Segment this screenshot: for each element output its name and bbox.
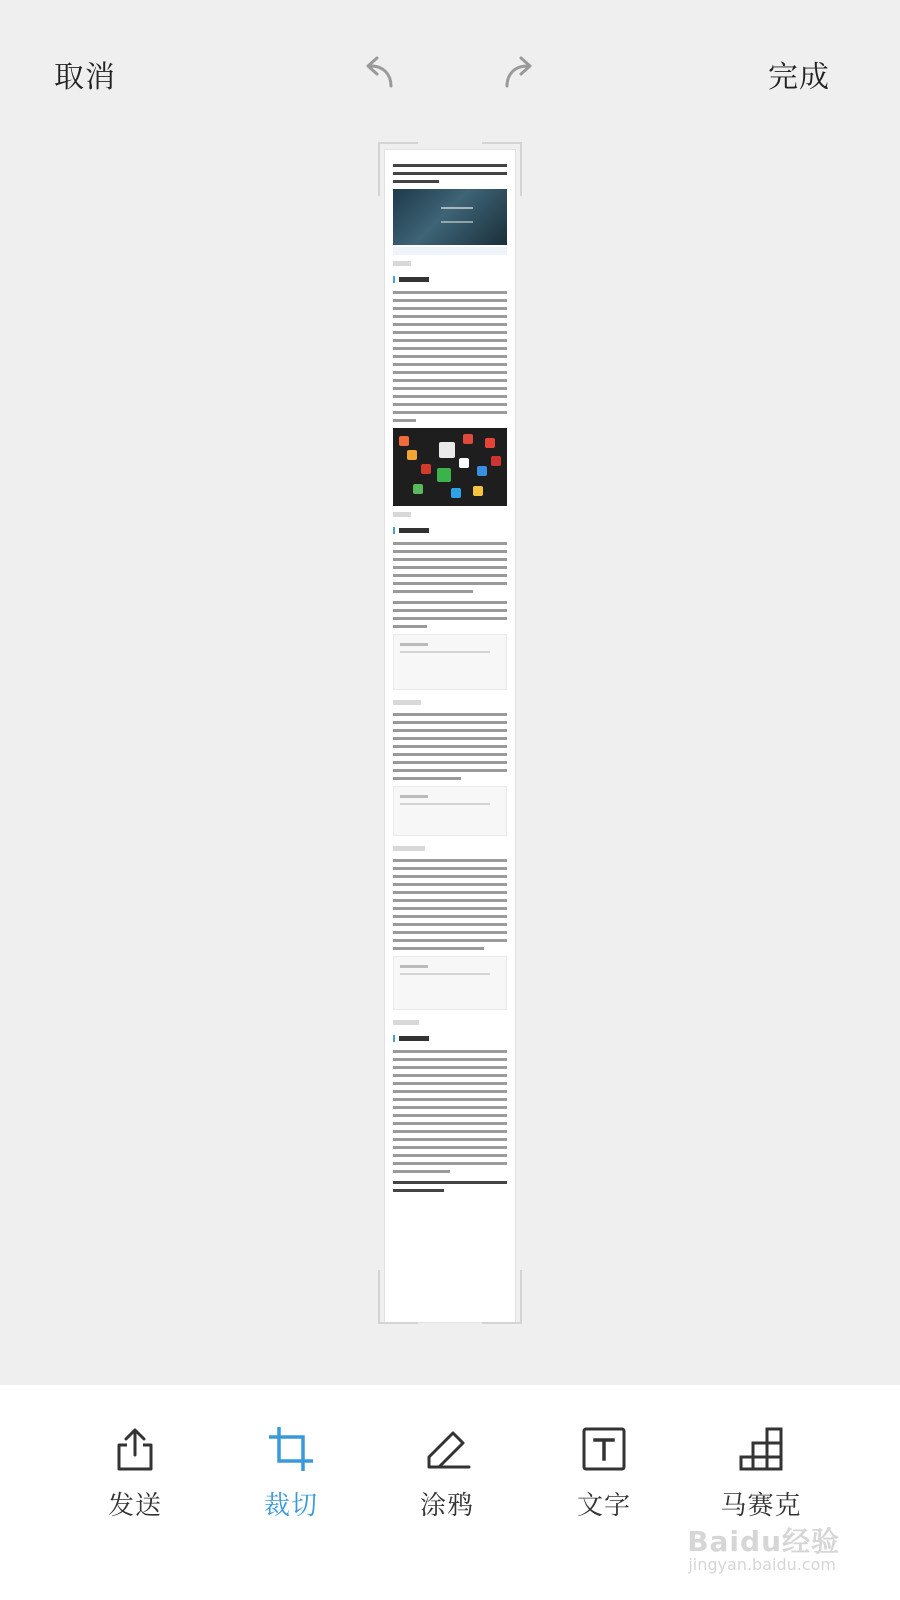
preview-paragraph (393, 291, 507, 422)
crop-tool-button[interactable] (236, 1425, 346, 1522)
pencil-icon (423, 1425, 471, 1473)
crop-handle-top-right[interactable] (482, 142, 522, 196)
crop-canvas[interactable] (0, 140, 900, 1380)
text-tool-label: 文字 (576, 1491, 631, 1521)
send-tool-label: 发送 (107, 1491, 162, 1521)
send-tool-button[interactable] (80, 1425, 190, 1522)
mosaic-tool-button[interactable] (706, 1425, 816, 1522)
doodle-tool-label: 涂鸦 (419, 1491, 474, 1521)
preview-caption (393, 261, 411, 266)
crop-handle-bottom-right[interactable] (482, 1270, 522, 1324)
crop-handle-bottom-left[interactable] (378, 1270, 418, 1324)
crop-tool-label: 裁切 (263, 1491, 318, 1521)
watermark-logo: Baidu经验 (687, 1525, 840, 1558)
preview-embedded-screenshot (393, 634, 507, 690)
text-tool-button[interactable] (549, 1425, 659, 1522)
editor-top-bar (0, 0, 900, 150)
preview-heading (393, 276, 433, 283)
undo-icon[interactable] (357, 50, 401, 94)
doodle-tool-button[interactable] (392, 1425, 502, 1522)
cancel-button[interactable]: 取消 (54, 60, 116, 95)
preview-app-icons-photo (393, 428, 507, 506)
text-box-icon (580, 1425, 628, 1473)
preview-banner-image (393, 189, 507, 245)
long-screenshot-preview (385, 150, 515, 1322)
crop-icon (267, 1425, 315, 1473)
crop-handle-top-left[interactable] (378, 142, 418, 196)
mosaic-tool-label: 马赛克 (720, 1491, 802, 1521)
preview-link-bar (393, 247, 507, 255)
watermark-url: jingyan.baidu.com (688, 1555, 836, 1574)
share-icon (111, 1425, 159, 1473)
done-button[interactable]: 完成 (768, 60, 830, 95)
mosaic-icon (737, 1425, 785, 1473)
redo-icon[interactable] (497, 50, 541, 94)
